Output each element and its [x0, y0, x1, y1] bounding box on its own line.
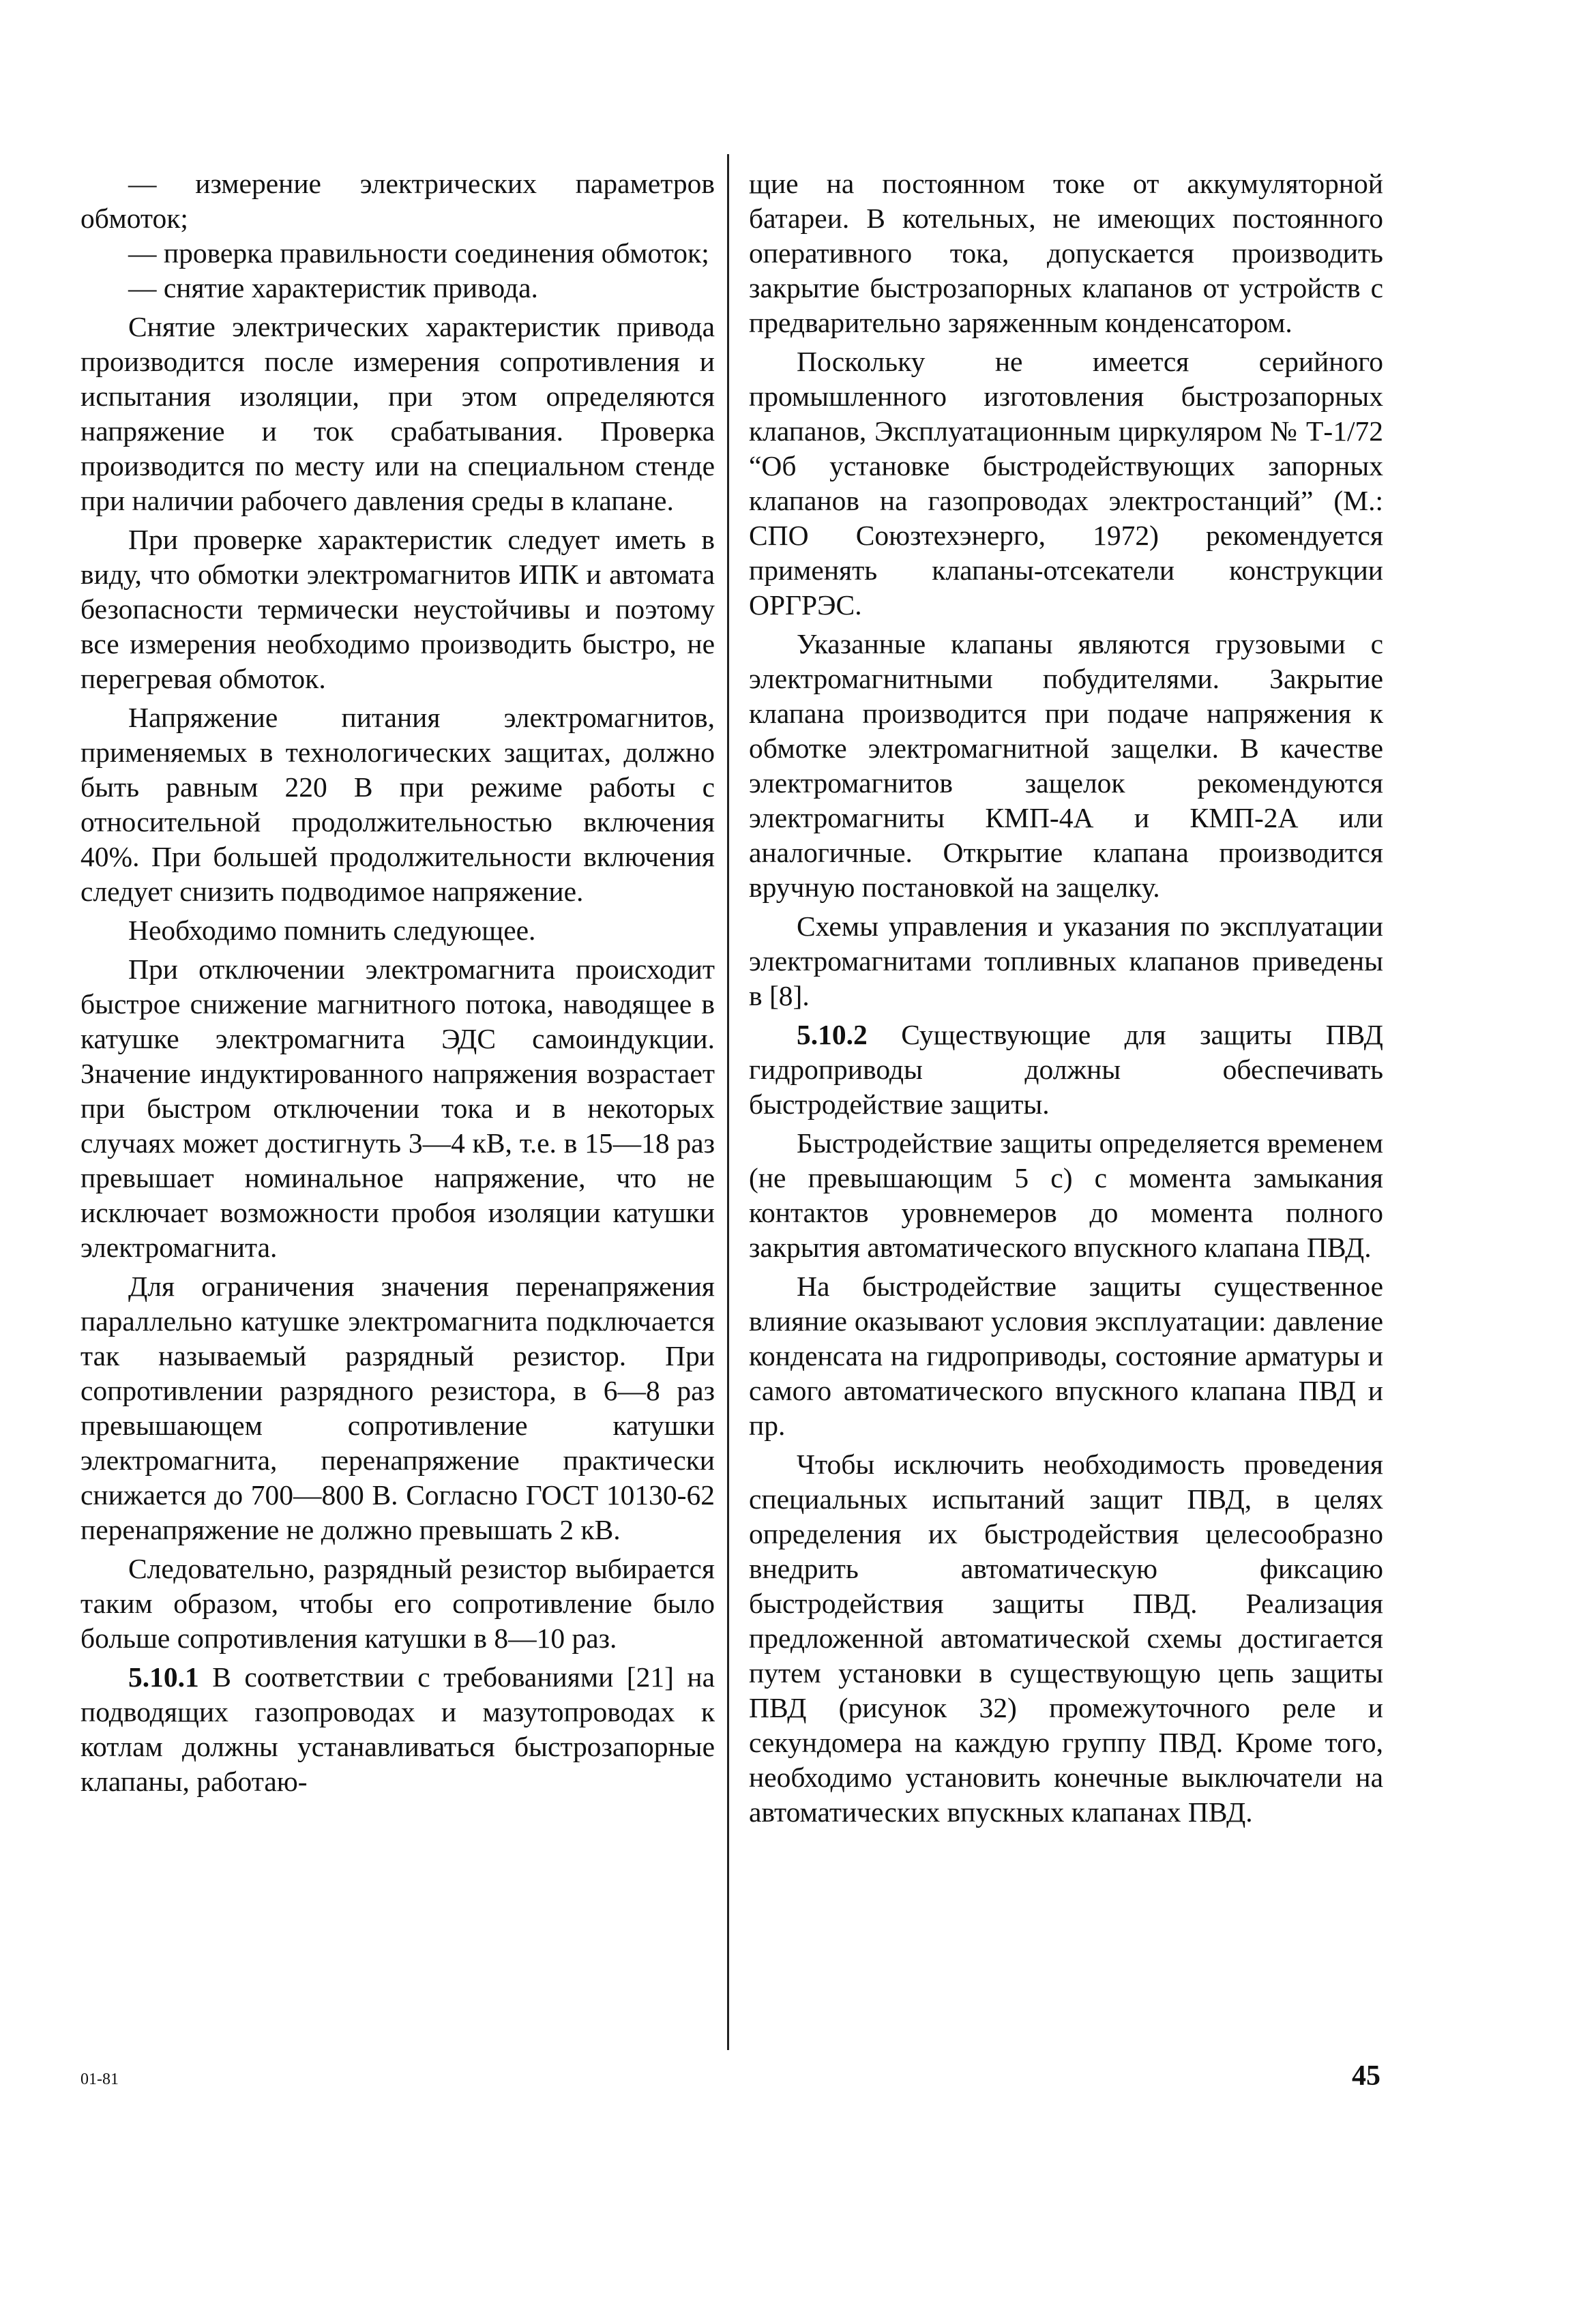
paragraph: Снятие электрических характеристик привода производится после измерения сопротивления и испытания изоляции, при этом определяются напряжение и ток срабатывания. Проверка производится по месту или на специальном стенде при наличии рабочего давления среды в клапане. — [80, 311, 715, 516]
section-number: 5.10.2 — [797, 1019, 868, 1050]
section-text: В соответствии с требованиями [21] на подводящих газопроводах и мазутопроводах к котлам должны устанавливаться быстрозапорные клапаны, работаю- — [80, 1661, 715, 1797]
paragraph: Для ограничения значения перенапряжения параллельно катушке электромагнита подключается так называемый разрядный резистор. При сопротивлении разрядного резистора, в 6—8 раз превышающем сопротивление катушки электромагнита, перенапряжение практически снижается до 700—800 В. Согласно ГОСТ 10130-62 перенапряжение не должно превышать 2 кВ. — [80, 1271, 715, 1545]
print-code: 01-81 — [80, 2071, 119, 2088]
paragraph: Схемы управления и указания по эксплуатации электромагнитами топливных клапанов приведены в [8]. — [749, 910, 1383, 1011]
column-divider — [727, 154, 729, 2050]
section-text: Существующие для защиты ПВД гидроприводы должны обеспечивать быстродействие защиты. — [749, 1019, 1383, 1120]
paragraph: Указанные клапаны являются грузовыми с электромагнитными побудителями. Закрытие клапана производится при подаче напряжения к обмотке электромагнитной защелки. В качестве электромагнитов защелок рекомендуются электромагниты КМП-4А и КМП-2А или аналогичные. Открытие клапана производится вручную постановкой на защелку. — [749, 628, 1383, 903]
section-number: 5.10.1 — [128, 1661, 199, 1693]
list-item: — измерение электрических параметров обмоток; — [80, 168, 715, 234]
paragraph: Следовательно, разрядный резистор выбирается таким образом, чтобы его сопротивление было больше сопротивления катушки в 8—10 раз. — [80, 1553, 715, 1654]
left-column — [80, 166, 715, 1803]
paragraph: Чтобы исключить необходимость проведения специальных испытаний защит ПВД, в целях определения их быстродействия целесообразно внедрить автоматическую фиксацию быстродействия защиты ПВД. Реализация предложенной автоматической схемы достигается путем установки в существующую цепь защиты ПВД (рисунок 32) промежуточного реле и секундомера на каждую группу ПВД. Кроме того, необходимо установить конечные выключатели на автоматических впускных клапанах ПВД. — [749, 1449, 1383, 1828]
paragraph: Поскольку не имеется серийного промышленного изготовления быстрозапорных клапанов, Эксплуатационным циркуляром № Т-1/72 “Об установке быстродействующих запорных клапанов на газопроводах электростанций” (М.: СПО Союзтехэнерго, 1972) рекомендуется применять клапаны-отсекатели конструкции ОРГРЭС. — [749, 346, 1383, 621]
section-paragraph — [749, 1018, 1383, 1122]
paragraph: При отключении электромагнита происходит быстрое снижение магнитного потока, наводящее в катушке электромагнита ЭДС самоиндукции. Значение индуктированного напряжения возрастает при быстром отключении тока и в некоторых случаях может достигнуть 3—4 кВ, т.е. в 15—18 раз превышает номинальное напряжение, что не исключает возможности пробоя изоляции катушки электромагнита. — [80, 953, 715, 1263]
list-item: — проверка правильности соединения обмоток; — [128, 237, 709, 269]
paragraph: На быстродействие защиты существенное влияние оказывают условия эксплуатации: давление конденсата на гидроприводы, состояние арматуры и самого автоматического впускного клапана ПВД и пр. — [749, 1271, 1383, 1441]
paragraph: Быстродействие защиты определяется временем (не превышающим 5 с) с момента замыкания контактов уровнемеров до момента полного закрытия автоматического впускного клапана ПВД. — [749, 1127, 1383, 1263]
paragraph-continuation: щие на постоянном токе от аккумуляторной батареи. В котельных, не имеющих постоянного оперативного тока, допускается производить закрытие быстрозапорных клапанов от устройств с предварительно заряженным конденсатором. — [749, 168, 1383, 338]
paragraph: При проверке характеристик следует иметь в виду, что обмотки электромагнитов ИПК и автомата безопасности термически неустойчивы и поэтому все измерения необходимо производить быстро, не перегревая обмоток. — [80, 524, 715, 694]
page-number: 45 — [1352, 2060, 1380, 2092]
right-column — [749, 166, 1383, 1834]
paragraph: Напряжение питания электромагнитов, применяемых в технологических защитах, должно быть равным 220 В при режиме работы с относительной продолжительностью включения 40%. При большей продолжительности включения следует снизить подводимое напряжение. — [80, 702, 715, 907]
section-paragraph — [80, 1660, 715, 1799]
paragraph: Необходимо помнить следующее. — [128, 915, 536, 946]
list-item: — снятие характеристик привода. — [128, 272, 538, 303]
